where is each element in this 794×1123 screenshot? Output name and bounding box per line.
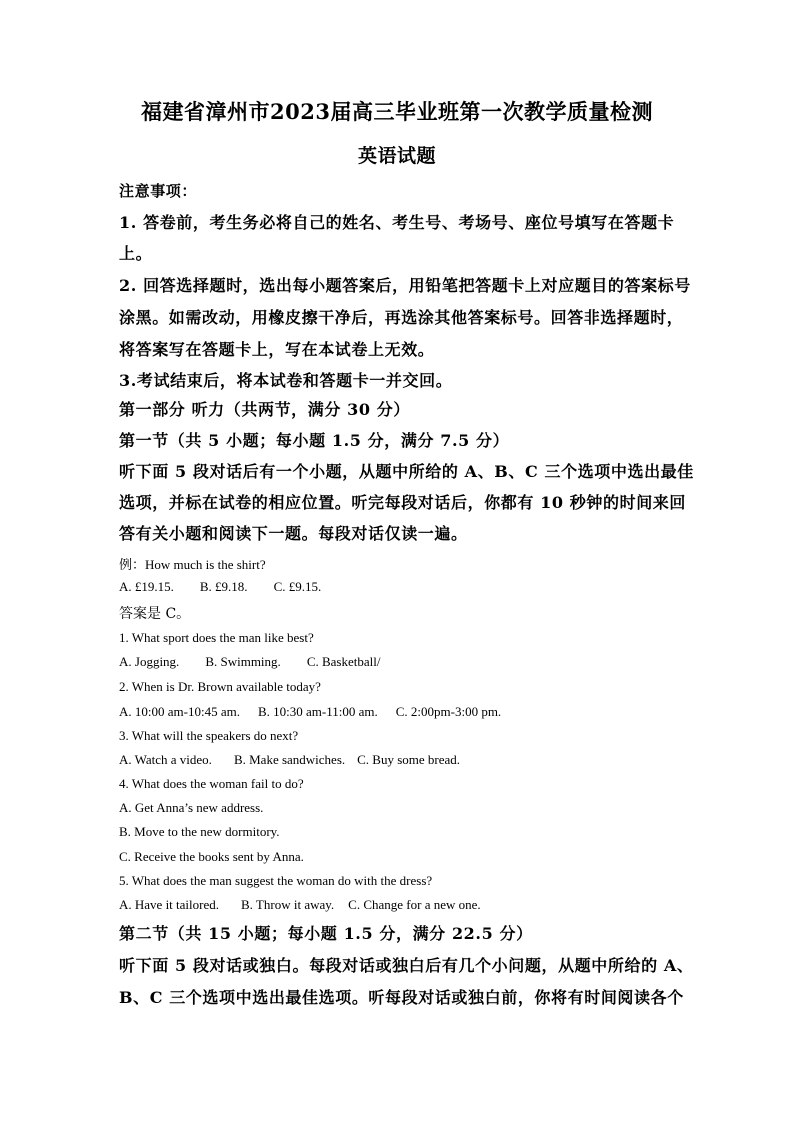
example-answer: 答案是 C。 [119, 606, 191, 622]
example-option-c: C. £9.15. [273, 579, 322, 594]
notice-item-2-line-1: 2. 回答选择题时，选出每小题答案后，用铅笔把答题卡上对应题目的答案标号 [119, 276, 691, 295]
example-option-b: B. £9.18. [199, 579, 248, 594]
example-options [119, 579, 321, 595]
q3-option-b: B. Make sandwiches. [233, 752, 346, 767]
section1-instruction-line-2: 选项，并标在试卷的相应位置。听完每段对话后，你都有 10 秒钟的时间来回 [119, 493, 687, 512]
section1-instruction-line-1: 听下面 5 段对话后有一个小题，从题中所给的 A、B、C 三个选项中选出最佳 [119, 462, 694, 481]
q1-option-a: A. Jogging. [119, 654, 180, 669]
part1-heading: 第一部分 听力（共两节，满分 30 分） [119, 400, 410, 419]
notice-heading: 注意事项： [119, 182, 198, 200]
question-5: 5. What does the man suggest the woman do with the dress? [119, 873, 433, 888]
question-2: 2. When is Dr. Brown available today? [119, 679, 321, 694]
question-3: 3. What will the speakers do next? [119, 728, 299, 743]
question-5-options [119, 897, 481, 913]
q1-option-c: C. Basketball/ [306, 654, 381, 669]
question-3-options [119, 752, 460, 768]
q4-option-a: A. Get Anna’s new address. [119, 800, 264, 815]
page-title: 福建省漳州市2023届高三毕业班第一次教学质量检测 [141, 99, 653, 124]
notice-item-1-line-2: 上。 [119, 244, 153, 263]
example-question: 例：How much is the shirt? [119, 557, 266, 572]
question-1: 1. What sport does the man like best? [119, 630, 314, 645]
q5-option-a: A. Have it tailored. [119, 897, 219, 912]
example-option-a: A. £19.15. [119, 579, 174, 594]
q2-option-c: C. 2:00pm-3:00 pm. [395, 704, 502, 719]
q4-option-c: C. Receive the books sent by Anna. [119, 849, 304, 864]
question-4: 4. What does the woman fail to do? [119, 776, 304, 791]
notice-item-2-line-2: 涂黑。如需改动，用橡皮擦干净后，再选涂其他答案标号。回答非选择题时， [119, 308, 684, 327]
notice-item-3: 3.考试结束后，将本试卷和答题卡一并交回。 [119, 371, 453, 390]
q2-option-a: A. 10:00 am-10:45 am. [119, 704, 240, 719]
notice-item-2-line-3: 将答案写在答题卡上，写在本试卷上无效。 [119, 340, 435, 359]
q1-option-b: B. Swimming. [205, 654, 281, 669]
section1-heading: 第一节（共 5 小题；每小题 1.5 分，满分 7.5 分） [119, 431, 510, 450]
page-subtitle: 英语试题 [357, 145, 436, 167]
q3-option-c: C. Buy some bread. [357, 752, 461, 767]
q5-option-c: C. Change for a new one. [348, 897, 481, 912]
q3-option-a: A. Watch a video. [119, 752, 212, 767]
section1-instruction-line-3: 答有关小题和阅读下一题。每段对话仅读一遍。 [119, 524, 468, 543]
q5-option-b: B. Throw it away. [241, 897, 335, 912]
section2-instruction-line-1: 听下面 5 段对话或独白。每段对话或独白后有几个小问题，从题中所给的 A、 [119, 956, 694, 975]
question-1-options [119, 654, 380, 670]
notice-item-1-line-1: 1. 答卷前，考生务必将自己的姓名、考生号、考场号、座位号填写在答题卡 [119, 213, 675, 232]
section2-instruction-line-2: B、C 三个选项中选出最佳选项。听每段对话或独白前，你将有时间阅读各个 [119, 988, 684, 1007]
question-2-options [119, 704, 501, 720]
section2-heading: 第二节（共 15 小题；每小题 1.5 分，满分 22.5 分） [119, 924, 533, 943]
q4-option-b: B. Move to the new dormitory. [119, 824, 280, 839]
q2-option-b: B. 10:30 am-11:00 am. [257, 704, 378, 719]
